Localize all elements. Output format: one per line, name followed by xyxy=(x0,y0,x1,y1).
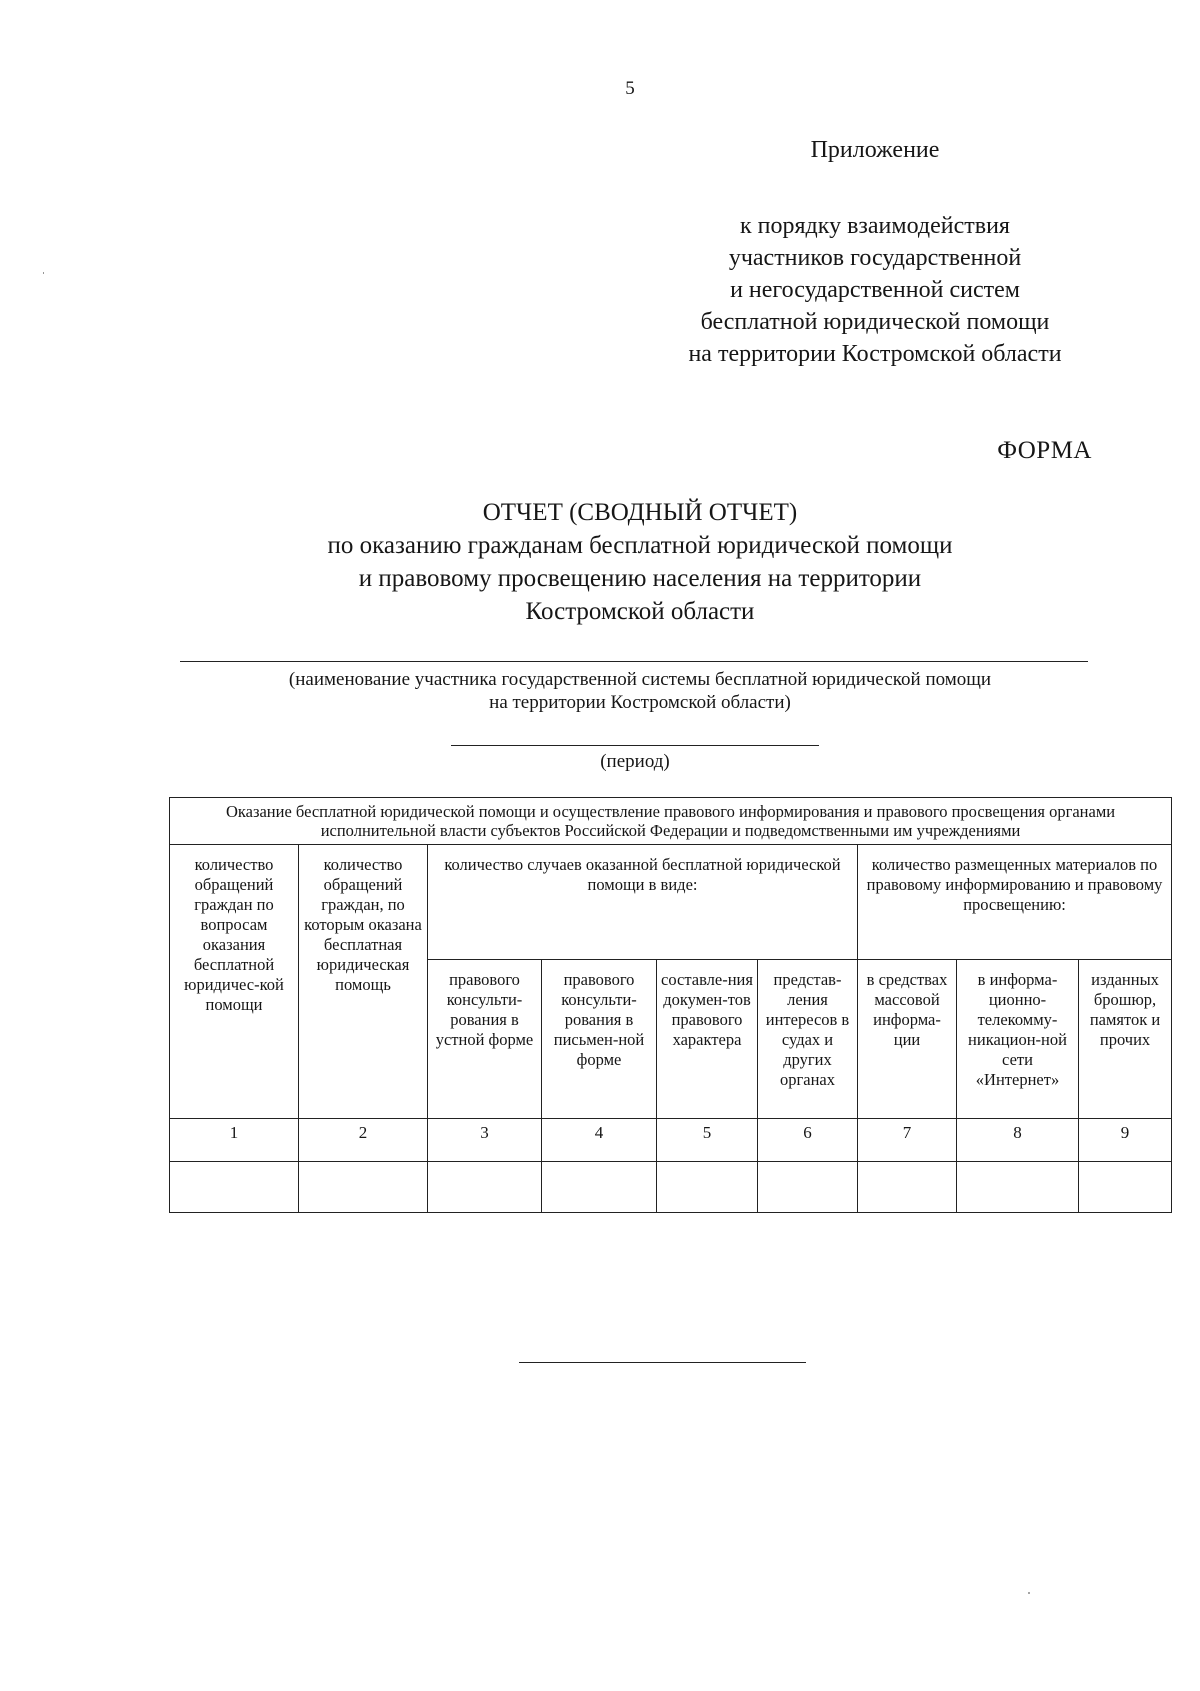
data-cell[interactable] xyxy=(170,1162,299,1213)
report-title-line: по оказанию гражданам бесплатной юридической помощи xyxy=(327,532,953,559)
col-header-appeals: количество обращений граждан по вопросам оказания бесплатной юридичес-кой помощи xyxy=(170,845,299,1119)
end-separator-line xyxy=(519,1362,806,1363)
col-header-written-consultation: правового консульти-рования в письмен-ной форме xyxy=(542,960,657,1119)
column-number: 1 xyxy=(170,1119,299,1162)
data-cell[interactable] xyxy=(1079,1162,1172,1213)
participant-caption xyxy=(170,668,1110,714)
annex-line: и негосударственной систем xyxy=(730,277,1020,303)
participant-name-blank[interactable] xyxy=(180,661,1088,662)
col-header-legal-documents: составле-ния докумен-тов правового характера xyxy=(657,960,758,1119)
data-cell[interactable] xyxy=(299,1162,428,1213)
column-number: 8 xyxy=(957,1119,1079,1162)
data-cell[interactable] xyxy=(957,1162,1079,1213)
annex-title: Приложение xyxy=(810,137,940,163)
column-number: 5 xyxy=(657,1119,758,1162)
annex-line: к порядку взаимодействия xyxy=(740,213,1010,239)
participant-caption-line: на территории Костромской области) xyxy=(489,692,791,713)
col-header-appeals-helped: количество обращений граждан, по которым оказана бесплатная юридическая помощь xyxy=(299,845,428,1119)
column-number: 4 xyxy=(542,1119,657,1162)
annex-line: на территории Костромской области xyxy=(688,341,1062,367)
annex-line: бесплатной юридической помощи xyxy=(700,309,1050,335)
period-caption: (период) xyxy=(600,751,670,772)
annex-reference xyxy=(640,210,1110,370)
form-label: ФОРМА xyxy=(997,437,1092,464)
data-cell[interactable] xyxy=(428,1162,542,1213)
data-cell[interactable] xyxy=(542,1162,657,1213)
group-header-materials: количество размещенных материалов по правовому информированию и правовому просвещению: xyxy=(858,845,1172,960)
data-cell[interactable] xyxy=(758,1162,858,1213)
data-cell[interactable] xyxy=(657,1162,758,1213)
report-title-line: Костромской области xyxy=(525,598,755,625)
annex-line: участников государственной xyxy=(728,245,1022,271)
col-header-oral-consultation: правового консульти-рования в устной форме xyxy=(428,960,542,1119)
col-header-mass-media: в средствах массовой информа-ции xyxy=(858,960,957,1119)
column-number: 2 xyxy=(299,1119,428,1162)
table-top-header: Оказание бесплатной юридической помощи и осуществление правового информирования и правового просвещения органами исполнительной власти субъектов Российской Федерации и подведомственными им учреждениями xyxy=(170,798,1172,845)
report-title xyxy=(170,496,1110,628)
column-number: 7 xyxy=(858,1119,957,1162)
participant-caption-line: (наименование участника государственной системы бесплатной юридической помощи xyxy=(288,669,992,690)
period-blank[interactable] xyxy=(451,745,819,746)
report-title-line: ОТЧЕТ (СВОДНЫЙ ОТЧЕТ) xyxy=(482,499,798,526)
scan-speck xyxy=(1028,1592,1030,1594)
column-number: 9 xyxy=(1079,1119,1172,1162)
column-number: 6 xyxy=(758,1119,858,1162)
col-header-brochures: изданных брошюр, памяток и прочих xyxy=(1079,960,1172,1119)
report-table xyxy=(169,797,1172,1213)
data-cell[interactable] xyxy=(858,1162,957,1213)
report-title-line: и правовому просвещению населения на территории xyxy=(358,565,922,592)
col-header-internet: в информа-ционно-телекомму-никацион-ной сети «Интернет» xyxy=(957,960,1079,1119)
page-number: 5 xyxy=(625,78,635,99)
group-header-help-cases: количество случаев оказанной бесплатной юридической помощи в виде: xyxy=(428,845,858,960)
col-header-court-representation: представ-ления интересов в судах и других органах xyxy=(758,960,858,1119)
column-number: 3 xyxy=(428,1119,542,1162)
scan-speck xyxy=(43,272,44,274)
